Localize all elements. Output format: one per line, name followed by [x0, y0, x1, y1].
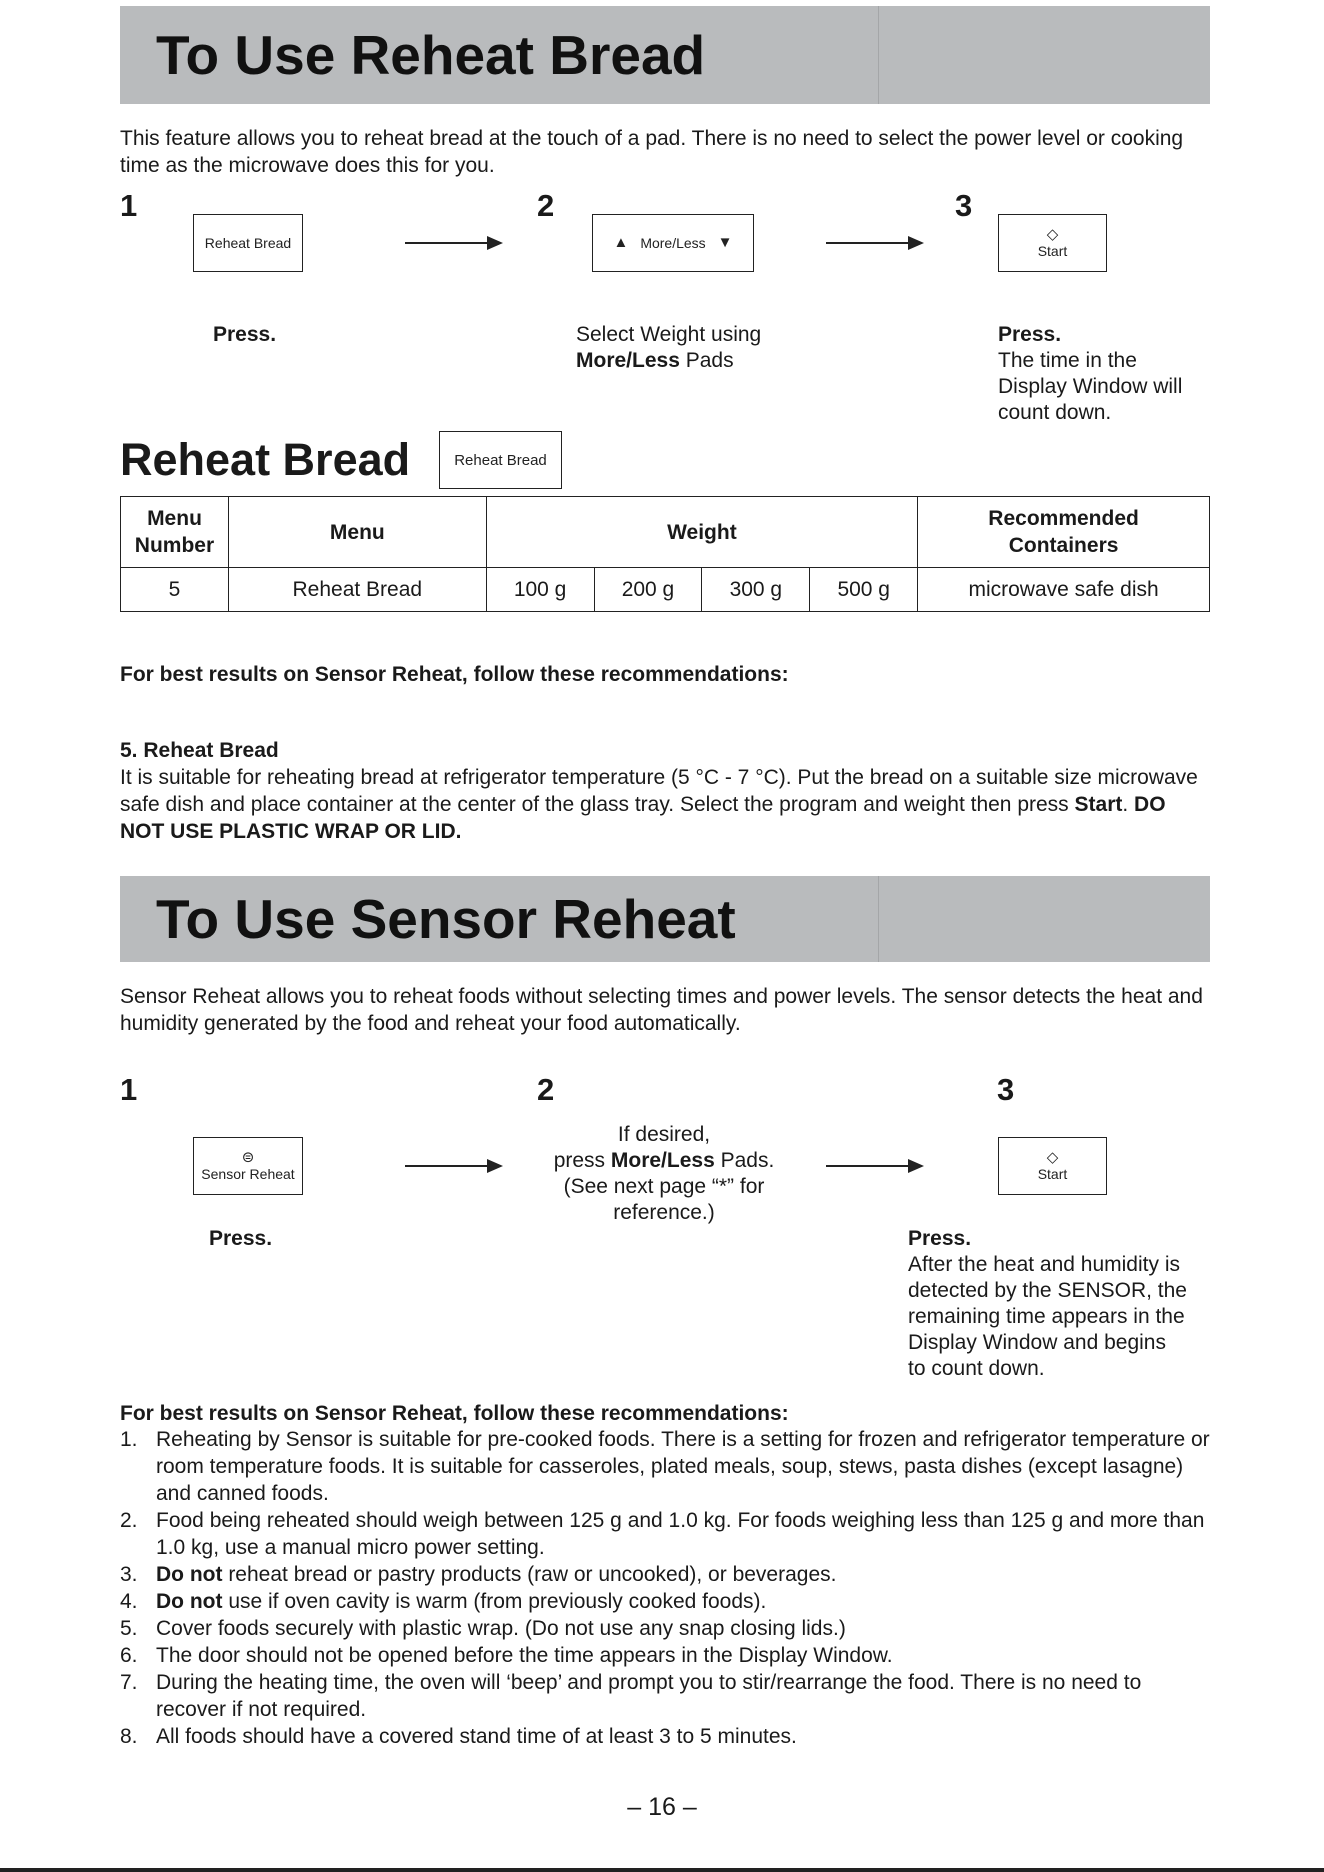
- step-number: 2: [537, 1072, 555, 1107]
- list-item: 5. Cover foods securely with plastic wrap. (Do not use any snap closing lids.): [120, 1617, 846, 1640]
- menu-table: [120, 496, 1210, 612]
- start-button[interactable]: [998, 214, 1107, 272]
- button-label: Sensor Reheat: [201, 1166, 295, 1182]
- list-item: 2. Food being reheated should weigh between 125 g and 1.0 kg. For foods weighing less than 125 g and more than 1.0 kg, use a manual micro power setting.: [120, 1509, 1205, 1559]
- button-label: More/Less: [640, 235, 706, 251]
- arrow-icon: [826, 1165, 921, 1167]
- sensor-reheat-button[interactable]: [193, 1137, 303, 1195]
- section-title: To Use Reheat Bread: [156, 24, 706, 86]
- recommendation-item-title: 5. Reheat Bread: [120, 739, 279, 762]
- triangle-up-icon: ▲: [613, 234, 629, 251]
- banner-divider: [878, 876, 879, 962]
- start-diamond-icon: ◇: [1046, 1149, 1059, 1166]
- step-number: 3: [955, 188, 973, 223]
- recommendations-list: [120, 1426, 1212, 1750]
- step-number: 1: [120, 1072, 138, 1107]
- intro-paragraph: This feature allows you to reheat bread at the touch of a pad. There is no need to select the power level or cooking time as the microwave does this for you.: [120, 127, 1184, 177]
- table-header-row: [121, 497, 1210, 568]
- button-label: Start: [1037, 1166, 1068, 1182]
- sensor-icon: ⊜: [241, 1149, 255, 1166]
- cell-weight: 300 g: [702, 568, 810, 612]
- list-item: 6. The door should not be opened before the time appears in the Display Window.: [120, 1644, 893, 1667]
- header-weight: Weight: [486, 497, 918, 568]
- step-number: 1: [120, 188, 138, 223]
- button-label: Reheat Bread: [454, 451, 547, 469]
- step2-caption: Select Weight using More/Less Pads: [576, 323, 762, 372]
- section-title: To Use Sensor Reheat: [156, 888, 736, 950]
- list-item: 7. During the heating time, the oven will ‘beep’ and prompt you to stir/rearrange the food. There is no need to recover if not required.: [120, 1671, 1142, 1721]
- step-number: 2: [537, 188, 555, 223]
- intro-paragraph: Sensor Reheat allows you to reheat foods without selecting times and power levels. The sensor detects the heat and humidity generated by the food and reheat your food automatically.: [120, 985, 1203, 1035]
- cell-menu: Reheat Bread: [228, 568, 486, 612]
- step2-caption: If desired, press More/Less Pads. (See next page “*” for reference.): [553, 1123, 775, 1224]
- step3-caption: Press. After the heat and humidity is detected by the SENSOR, the remaining time appears in the Display Window and begins to count down.: [908, 1227, 1187, 1380]
- step-number: 3: [997, 1072, 1015, 1107]
- triangle-down-icon: ▼: [717, 234, 733, 251]
- arrow-icon: [826, 242, 921, 244]
- bottom-rule: [0, 1868, 1324, 1872]
- recommendation-body: It is suitable for reheating bread at refrigerator temperature (5 °C - 7 °C). Put the bread on a suitable size microwave safe dish and place container at the center of the glass tray. Select the program and weight then press Start. DO NOT USE PLASTIC WRAP OR LID.: [120, 766, 1198, 843]
- list-item: 8. All foods should have a covered stand time of at least 3 to 5 minutes.: [120, 1725, 797, 1748]
- banner-divider: [878, 6, 879, 104]
- section-banner-sensor-reheat: [120, 876, 1210, 962]
- list-item: 3. Do not reheat bread or pastry products (raw or uncooked), or beverages.: [120, 1563, 837, 1586]
- button-label: Reheat Bread: [204, 235, 292, 251]
- page-number: – 16 –: [627, 1793, 697, 1821]
- arrow-icon: [405, 242, 500, 244]
- arrow-icon: [405, 1165, 500, 1167]
- cell-weight: 100 g: [486, 568, 594, 612]
- reheat-bread-button[interactable]: [193, 214, 303, 272]
- button-label: Start: [1037, 243, 1068, 259]
- step3-caption: Press. The time in the Display Window will count down.: [998, 323, 1183, 424]
- header-containers: Recommended Containers: [918, 497, 1210, 568]
- header-menu-number: Menu Number: [121, 497, 229, 568]
- list-item: 1. Reheating by Sensor is suitable for pre-cooked foods. There is a setting for frozen and refrigerator temperature or room temperature foods. It is suitable for casseroles, plated meals, soup, stews, pasta dishes (except lasagne) and canned foods.: [120, 1428, 1210, 1505]
- step1-caption: Press.: [209, 1227, 273, 1250]
- recommendations-heading: For best results on Sensor Reheat, follow these recommendations:: [120, 663, 789, 686]
- more-less-button[interactable]: [592, 214, 754, 272]
- start-button[interactable]: [998, 1137, 1107, 1195]
- list-item: 4. Do not use if oven cavity is warm (from previously cooked foods).: [120, 1590, 767, 1613]
- start-diamond-icon: ◇: [1046, 226, 1059, 243]
- section-banner-reheat-bread: [120, 6, 1210, 104]
- reheat-bread-button-reference: [439, 431, 562, 489]
- cell-weight: 200 g: [594, 568, 702, 612]
- table-row: [121, 568, 1210, 612]
- cell-menu-number: 5: [121, 568, 229, 612]
- table-heading: Reheat Bread: [120, 434, 411, 485]
- header-menu: Menu: [228, 497, 486, 568]
- cell-container: microwave safe dish: [918, 568, 1210, 612]
- cell-weight: 500 g: [810, 568, 918, 612]
- recommendations-heading: For best results on Sensor Reheat, follow these recommendations:: [120, 1402, 789, 1425]
- step1-caption: Press.: [213, 323, 277, 346]
